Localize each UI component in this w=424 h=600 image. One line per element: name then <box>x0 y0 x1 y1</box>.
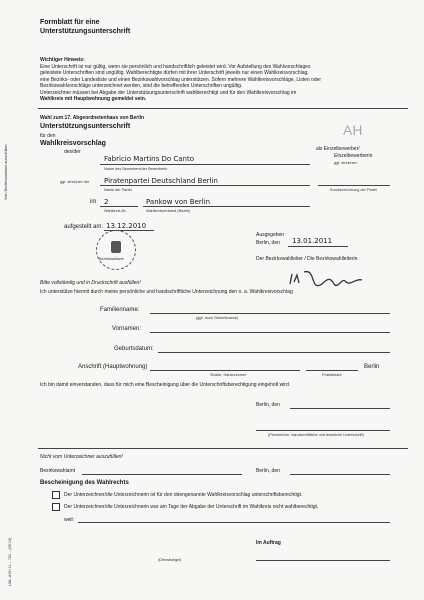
party-short-caption: Kurzbezeichnung der Partei <box>330 188 377 192</box>
familienname-caption: (ggf. auch Geburtsname) <box>196 316 239 320</box>
district-number-line <box>100 206 138 207</box>
signature-date-input[interactable] <box>290 408 390 409</box>
ausgegeben-date-line <box>288 246 348 247</box>
district-name-line <box>143 206 310 207</box>
side-label: Vom Bezirkswahlamt auszufüllen <box>4 144 8 200</box>
fuer-den-label: für den <box>40 133 56 139</box>
district-name-caption: Wahlkreisverband (Bezirk) <box>146 209 191 213</box>
notice-text: Eine Unterschrift ist nur gültig, wenn sie persönlich und handschriftlich geleistet wird. Vor Aufstellung des Wahlvorschlages geleistete Unterschriften sind ungültig. Wahlberechtigte dürfen mit ihrer Unterschrift jeweils nur einen Wahlkreisvorschlag, eine Bezirks- oder Landesliste und einen Bezirkswahlvorschlag unterstützen. Sofern mehrere Wahlkreisvorschläge, Listen oder Bezirkswahlvorschläge unterzeichnet werden, sind die betreffenden Unterschriften ungültig. Unterzeichner müssen bei Abgabe der Unterstützungsunterschrift wahlberechtigt und für den Wahlkreisvorschlag im Wahlkreis mit Hauptwohnung gemeldet sein. <box>40 64 322 103</box>
form-code: LWL-ASH 11 – 702 – (05.10) <box>8 537 12 586</box>
candidate-name-caption: Name des Bewerbers/der Bewerberin <box>104 167 168 171</box>
familienname-label: Familienname: <box>100 307 140 313</box>
consent-text: Ich bin damit einverstanden, dass für mich eine Bescheinigung über die Unterschriftsberechtigung eingeholt wird. <box>40 382 291 388</box>
signature-caption: (Persönliche, handschriftliche und leserliche Unterschrift) <box>268 433 364 437</box>
office-place: Berlin, den <box>256 468 280 474</box>
official-stamp: Bezirkswahlamt <box>96 230 136 270</box>
district-name: Pankow von Berlin <box>146 198 211 206</box>
cert-option1-checkbox[interactable] <box>52 491 60 499</box>
anschrift-label: Anschrift (Hauptwohnung) <box>78 364 148 370</box>
familienname-input[interactable] <box>150 313 390 314</box>
ausgegeben-label: Ausgegeben <box>256 232 285 238</box>
cert-option2-text: Der Unterzeichner/die Unterzeichnerin war am Tage der Abgabe der Unterschrift im Wahlkreis nicht wahlberechtigt, <box>64 504 319 510</box>
street-input[interactable] <box>150 370 300 371</box>
not-signer-note: Nicht vom Unterzeichner auszufüllen! <box>40 454 123 460</box>
district-number: 2 <box>104 198 109 206</box>
signature-input[interactable] <box>256 430 390 431</box>
candidate-type-caption: ggf. streichen <box>334 161 357 165</box>
party-prefix: ggf. streichen der <box>60 180 90 184</box>
dienstsiegel-label: (Dienstsiegel) <box>158 558 182 562</box>
signature-place: Berlin, den <box>256 402 280 408</box>
candidate-type-2: Einzelbewerberin <box>334 153 373 159</box>
weil-input[interactable] <box>78 522 390 523</box>
im-auftrag-label: Im Auftrag <box>256 540 281 546</box>
wahlkreisvorschlag-title: Wahlkreisvorschlag <box>40 140 106 147</box>
geburtsdatum-input[interactable] <box>158 352 390 353</box>
candidate-prefix: des/der <box>64 149 81 155</box>
geburtsdatum-label: Geburtsdatum: <box>114 346 154 352</box>
candidate-type-1: als Einzelbewerber/ <box>316 146 360 152</box>
candidate-name-line <box>100 164 310 165</box>
party-short-line <box>318 185 390 186</box>
party-name: Piratenpartei Deutschland Berlin <box>104 177 218 185</box>
notice-heading: Wichtiger Hinweis: <box>40 57 85 63</box>
crest-icon <box>111 241 121 253</box>
form-title-line2: Unterstützungsunterschrift <box>40 28 131 35</box>
vornamen-label: Vornamen: <box>112 326 142 332</box>
support-title: Unterstützungsunterschrift <box>40 123 131 130</box>
ah-mark: AH <box>343 122 363 138</box>
form-title-line1: Formblatt für eine <box>40 19 100 26</box>
cert-option1-text: Der Unterzeichner/die Unterzeichnerin ist für den obengenannte Wahlkreisvorschlag unterschriftsberechtigt. <box>64 492 303 498</box>
postcode-input[interactable] <box>306 370 358 371</box>
support-text: Ich unterstütze hiermit durch meine persönliche und handschriftliche Unterzeichnung den o. a. Wahlkreisvorschlag <box>40 289 293 295</box>
ausgegeben-place: Berlin, den <box>256 240 280 246</box>
street-caption: Straße, Hausnummer <box>210 373 247 377</box>
district-number-caption: Wahlkreis-Nr. <box>104 209 127 213</box>
candidate-name: Fabricio Martins Do Canto <box>104 155 194 163</box>
office-date-input[interactable] <box>290 474 390 475</box>
cert-heading: Bescheinigung des Wahlrechts <box>40 480 129 486</box>
divider <box>38 108 408 109</box>
berlin-label: Berlin <box>364 364 380 370</box>
office-input[interactable] <box>82 474 242 475</box>
party-name-line <box>100 185 310 186</box>
issued-date: 13.12.2010 <box>106 222 147 230</box>
district-prefix: im <box>90 199 97 205</box>
cert-option2-checkbox[interactable] <box>52 503 60 511</box>
divider <box>38 448 408 449</box>
auftrag-signature-input[interactable] <box>256 560 390 561</box>
officer-label: Der Bezirkswahlleiter / Die Bezirkswahlleiterin <box>256 256 358 262</box>
instruction: Bitte vollständig und in Druckschrift ausfüllen! <box>40 280 141 286</box>
vornamen-input[interactable] <box>150 332 390 333</box>
postcode-caption: Postleitzahl <box>322 373 342 377</box>
weil-label: weil: <box>64 517 75 523</box>
ausgegeben-date: 13.01.2011 <box>292 237 333 245</box>
issued-label: aufgestellt am: <box>64 224 104 230</box>
officer-signature <box>286 266 366 294</box>
office-label: Bezirkswahlamt <box>40 468 76 474</box>
party-caption: Name der Partei <box>104 188 132 192</box>
election-title: Wahl zum 17. Abgeordnetenhaus von Berlin <box>40 115 145 121</box>
